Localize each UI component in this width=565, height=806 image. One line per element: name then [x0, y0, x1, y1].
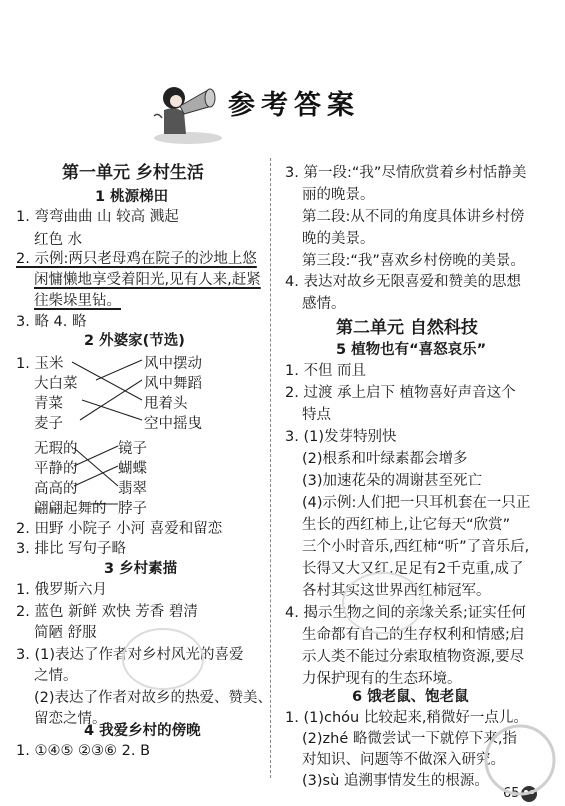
answer-text: 4. 表达对故乡无限喜爱和赞美的思想: [285, 274, 521, 290]
answer-text: (4)示例:人们把一只耳机套在一只正: [302, 495, 531, 511]
match-right-item: 甩着头: [144, 396, 188, 412]
answer-text: 闲慵懒地享受着阳光,见有人来,赶紧: [34, 272, 261, 288]
stamp-watermark-icon: [338, 568, 428, 638]
lesson-1-title: 1 桃源梯田: [95, 189, 169, 205]
match-right-item: 风中舞蹈: [144, 376, 202, 392]
match-left-item: 1. 玉米: [16, 356, 64, 372]
stamp-watermark-icon: [118, 624, 208, 694]
match-left-item: 高高的: [34, 481, 78, 497]
match-right-item: 脖子: [118, 501, 147, 517]
answer-text: 第二段:从不同的角度具体讲乡村傍: [302, 209, 525, 225]
answer-text: (3)加速花朵的凋谢甚至死亡: [302, 473, 483, 489]
answer-text: 1. 俄罗斯六月: [16, 582, 107, 598]
lesson-4-title: 4 我爱乡村的傍晚: [84, 723, 201, 739]
match-left-item: 翩翩起舞的: [34, 501, 107, 517]
column-divider: [270, 158, 272, 778]
answer-text: 之情。: [34, 668, 78, 684]
match-right-item: 蝴蝶: [118, 461, 147, 477]
answer-text: 长得又大又红,足足有2千克重,成了: [302, 561, 524, 577]
answer-text: (2)zhé 略微尝试一下就停下来,指: [302, 731, 517, 747]
answer-text: 力保护现有的生态环境。: [302, 671, 462, 687]
answer-text: 简陋 舒服: [34, 625, 97, 641]
lesson-2-title: 2 外婆家(节选): [84, 333, 185, 349]
lesson-5-title: 5 植物也有“喜怒哀乐”: [336, 342, 487, 358]
unit-2-title: 第二单元 自然科技: [336, 318, 478, 338]
answer-text: 2. 田野 小院子 小河 喜爱和留恋: [16, 521, 223, 537]
match-right-item: 空中摇曳: [144, 416, 202, 432]
answer-text: 2. 蓝色 新鲜 欢快 芳香 碧清: [16, 604, 198, 620]
answer-text: 3. (1)发芽特别快: [285, 429, 397, 445]
answer-text: 第三段:“我”喜欢乡村傍晚的美景。: [302, 253, 525, 269]
answer-text: 4. 揭示生物之间的亲缘关系;证实任何: [285, 605, 526, 621]
page-title: 参考答案: [228, 90, 360, 121]
answer-text: 往柴垛里钻。: [34, 293, 121, 309]
answer-text: 1. ①④⑤ ②③⑥ 2. B: [16, 743, 151, 759]
answer-text: 留恋之情。: [34, 711, 107, 727]
answer-text: 3. (1)表达了作者对乡村风光的喜爱: [16, 647, 244, 663]
answer-text: 丽的晚景。: [302, 187, 375, 203]
answer-text: (2)表达了作者对故乡的热爱、赞美、: [34, 690, 273, 706]
match-right-item: 风中摆动: [144, 356, 202, 372]
answer-text: 各村其实这世界西红柿冠军。: [302, 583, 491, 599]
answer-text: 对知识、问题等不做深入研究。: [302, 752, 505, 768]
answer-text: 1. (1)chóu 比较起来,稍微好一点儿。: [285, 710, 528, 726]
answer-text: 3. 第一段:“我”尽情欣赏着乡村恬静美: [285, 165, 527, 181]
answer-text: 生命都有自己的生存权利和情感;启: [302, 627, 525, 643]
answer-text: 特点: [302, 407, 331, 423]
answer-text: 1. 不但 而且: [285, 363, 367, 379]
answer-text: 3. 略 4. 略: [16, 314, 87, 330]
stamp-watermark-icon: [480, 720, 560, 800]
unit-1-title: 第一单元 乡村生活: [62, 163, 204, 183]
match-right-item: 翡翠: [118, 481, 147, 497]
answer-text: 2. 示例:两只老母鸡在院子的沙地上悠: [16, 251, 257, 267]
answer-text: 生长的西红柿上,让它每天“欣赏”: [302, 517, 511, 533]
answer-text: 示人类不能过分索取植物资源,要尽: [302, 649, 525, 665]
answer-text: (2)根系和叶绿素都会增多: [302, 451, 468, 467]
match-right-item: 镜子: [118, 441, 147, 457]
answer-text: 3. 排比 写句子略: [16, 541, 127, 557]
child-with-horn-illustration: [150, 76, 225, 146]
match-left-item: 青菜: [34, 396, 63, 412]
match-left-item: 平静的: [34, 461, 78, 477]
page-number: 65: [503, 786, 520, 801]
answer-text: 红色 水: [34, 232, 83, 248]
answer-text: 1. 弯弯曲曲 山 较高 溅起: [16, 209, 179, 225]
lesson-6-title: 6 饿老鼠、饱老鼠: [352, 689, 469, 705]
answer-text: 感情。: [302, 296, 346, 312]
matching-lines-2: [72, 436, 122, 516]
match-left-item: 大白菜: [34, 376, 78, 392]
match-left-item: 无瑕的: [34, 441, 78, 457]
lesson-3-title: 3 乡村素描: [104, 561, 178, 577]
answer-text: 晚的美景。: [302, 231, 375, 247]
answer-text: 2. 过渡 承上启下 植物喜好声音这个: [285, 385, 516, 401]
answer-text: 三个小时音乐,西红柿“听”了音乐后,: [302, 539, 530, 555]
match-left-item: 麦子: [34, 416, 63, 432]
matching-lines-1: [70, 350, 146, 436]
answer-text: (3)sù 追溯事情发生的根源。: [302, 773, 489, 789]
